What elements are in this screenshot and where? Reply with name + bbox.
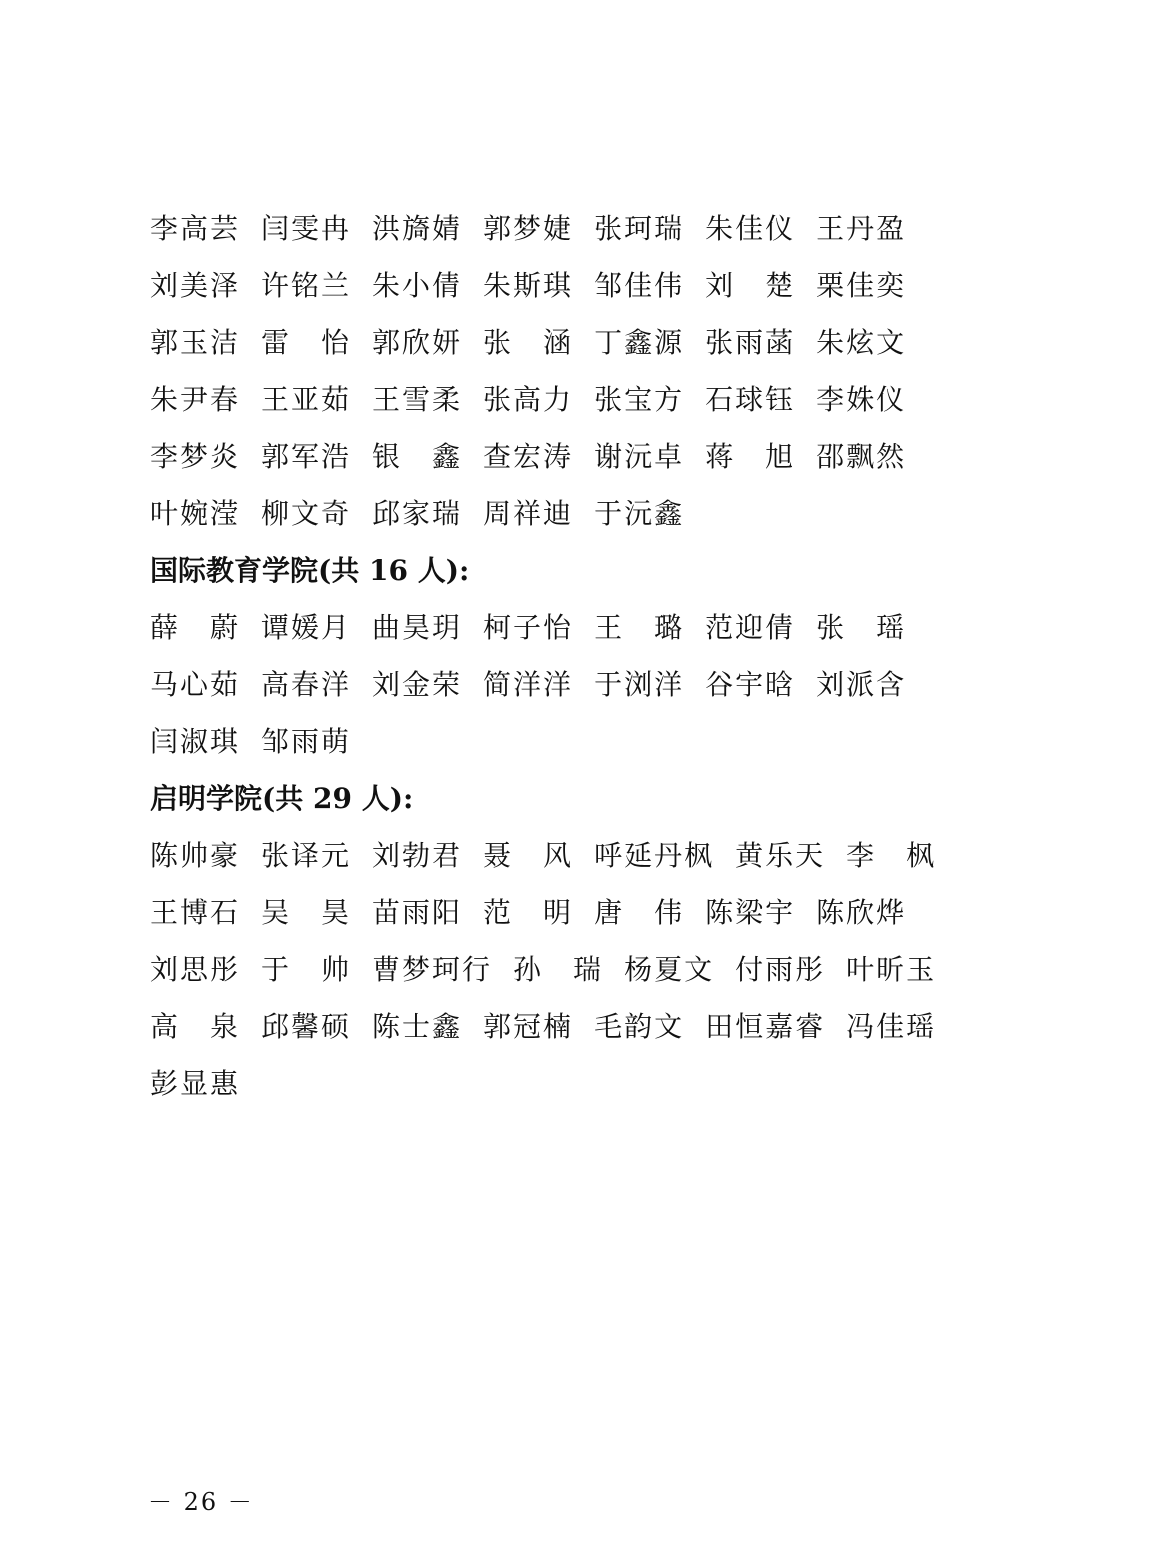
student-name: 刘 楚 bbox=[705, 269, 796, 302]
student-name: 邱家瑞 bbox=[372, 497, 463, 530]
student-name: 邵飘然 bbox=[816, 440, 907, 473]
student-name: 洪旖婧 bbox=[372, 212, 463, 245]
student-name: 苗雨阳 bbox=[372, 896, 463, 929]
name-list-content bbox=[150, 200, 1010, 1112]
student-name: 李 枫 bbox=[846, 839, 937, 872]
student-name: 刘金荣 bbox=[372, 668, 463, 701]
name-row bbox=[150, 656, 1010, 713]
student-name: 谢沅卓 bbox=[594, 440, 685, 473]
name-row bbox=[150, 998, 1010, 1055]
student-name: 银 鑫 bbox=[372, 440, 463, 473]
student-name: 李高芸 bbox=[150, 212, 241, 245]
student-name: 李梦炎 bbox=[150, 440, 241, 473]
student-name: 刘派含 bbox=[816, 668, 907, 701]
student-name: 张译元 bbox=[261, 839, 352, 872]
student-name: 高 泉 bbox=[150, 1010, 241, 1043]
student-name: 叶婉滢 bbox=[150, 497, 241, 530]
student-name: 薛 蔚 bbox=[150, 611, 241, 644]
student-name: 曲昊玥 bbox=[372, 611, 463, 644]
student-name: 许铭兰 bbox=[261, 269, 352, 302]
name-row bbox=[150, 1055, 1010, 1112]
student-name: 黄乐天 bbox=[735, 839, 826, 872]
student-name: 付雨彤 bbox=[735, 953, 826, 986]
name-row bbox=[150, 941, 1010, 998]
student-name: 高春洋 bbox=[261, 668, 352, 701]
student-name: 郭玉洁 bbox=[150, 326, 241, 359]
name-row bbox=[150, 884, 1010, 941]
name-row bbox=[150, 599, 1010, 656]
student-name: 王雪柔 bbox=[372, 383, 463, 416]
student-name: 张 瑶 bbox=[816, 611, 907, 644]
student-name: 丁鑫源 bbox=[594, 326, 685, 359]
name-row bbox=[150, 827, 1010, 884]
student-name: 范 明 bbox=[483, 896, 574, 929]
student-name: 张珂瑞 bbox=[594, 212, 685, 245]
student-name: 陈士鑫 bbox=[372, 1010, 463, 1043]
student-name: 陈帅豪 bbox=[150, 839, 241, 872]
student-name: 柯子怡 bbox=[483, 611, 574, 644]
student-name: 张 涵 bbox=[483, 326, 574, 359]
student-name: 张宝方 bbox=[594, 383, 685, 416]
student-name: 范迎倩 bbox=[705, 611, 796, 644]
student-name: 唐 伟 bbox=[594, 896, 685, 929]
name-row bbox=[150, 200, 1010, 257]
student-name: 田恒嘉睿 bbox=[705, 1010, 826, 1043]
student-name: 于沅鑫 bbox=[594, 497, 685, 530]
page-number: － 26 － bbox=[148, 1488, 254, 1516]
student-name: 呼延丹枫 bbox=[594, 839, 715, 872]
student-name: 吴 昊 bbox=[261, 896, 352, 929]
student-name: 邹雨萌 bbox=[261, 725, 352, 758]
student-name: 闫淑琪 bbox=[150, 725, 241, 758]
student-name: 马心茹 bbox=[150, 668, 241, 701]
name-row bbox=[150, 257, 1010, 314]
student-name: 周祥迪 bbox=[483, 497, 574, 530]
student-name: 谭媛月 bbox=[261, 611, 352, 644]
student-name: 刘勃君 bbox=[372, 839, 463, 872]
student-name: 朱炫文 bbox=[816, 326, 907, 359]
student-name: 毛韵文 bbox=[594, 1010, 685, 1043]
student-name: 查宏涛 bbox=[483, 440, 574, 473]
name-row bbox=[150, 314, 1010, 371]
student-name: 郭冠楠 bbox=[483, 1010, 574, 1043]
student-name: 张高力 bbox=[483, 383, 574, 416]
student-name: 杨夏文 bbox=[624, 953, 715, 986]
student-name: 石球钰 bbox=[705, 383, 796, 416]
student-name: 简洋洋 bbox=[483, 668, 574, 701]
student-name: 郭梦婕 bbox=[483, 212, 574, 245]
name-row bbox=[150, 485, 1010, 542]
student-name: 邹佳伟 bbox=[594, 269, 685, 302]
student-name: 郭欣妍 bbox=[372, 326, 463, 359]
name-row bbox=[150, 713, 1010, 770]
student-name: 雷 怡 bbox=[261, 326, 352, 359]
student-name: 孙 瑞 bbox=[513, 953, 604, 986]
student-name: 朱斯琪 bbox=[483, 269, 574, 302]
student-name: 于 帅 bbox=[261, 953, 352, 986]
section-heading: 启明学院(共 29 人): bbox=[150, 782, 414, 815]
student-name: 朱小倩 bbox=[372, 269, 463, 302]
student-name: 刘美泽 bbox=[150, 269, 241, 302]
student-name: 郭军浩 bbox=[261, 440, 352, 473]
student-name: 刘思彤 bbox=[150, 953, 241, 986]
student-name: 谷宇晗 bbox=[705, 668, 796, 701]
student-name: 聂 风 bbox=[483, 839, 574, 872]
student-name: 张雨菡 bbox=[705, 326, 796, 359]
student-name: 曹梦珂行 bbox=[372, 953, 493, 986]
student-name: 于浏洋 bbox=[594, 668, 685, 701]
student-name: 陈欣烨 bbox=[816, 896, 907, 929]
student-name: 邱馨硕 bbox=[261, 1010, 352, 1043]
student-name: 王 璐 bbox=[594, 611, 685, 644]
student-name: 陈梁宇 bbox=[705, 896, 796, 929]
student-name: 朱佳仪 bbox=[705, 212, 796, 245]
student-name: 叶昕玉 bbox=[846, 953, 937, 986]
student-name: 王博石 bbox=[150, 896, 241, 929]
student-name: 冯佳瑶 bbox=[846, 1010, 937, 1043]
student-name: 李姝仪 bbox=[816, 383, 907, 416]
student-name: 栗佳奕 bbox=[816, 269, 907, 302]
student-name: 王亚茹 bbox=[261, 383, 352, 416]
student-name: 闫雯冉 bbox=[261, 212, 352, 245]
name-row bbox=[150, 428, 1010, 485]
section-heading: 国际教育学院(共 16 人): bbox=[150, 554, 470, 587]
student-name: 朱尹春 bbox=[150, 383, 241, 416]
name-row bbox=[150, 371, 1010, 428]
student-name: 蒋 旭 bbox=[705, 440, 796, 473]
student-name: 柳文奇 bbox=[261, 497, 352, 530]
student-name: 王丹盈 bbox=[816, 212, 907, 245]
student-name: 彭显惠 bbox=[150, 1067, 241, 1100]
